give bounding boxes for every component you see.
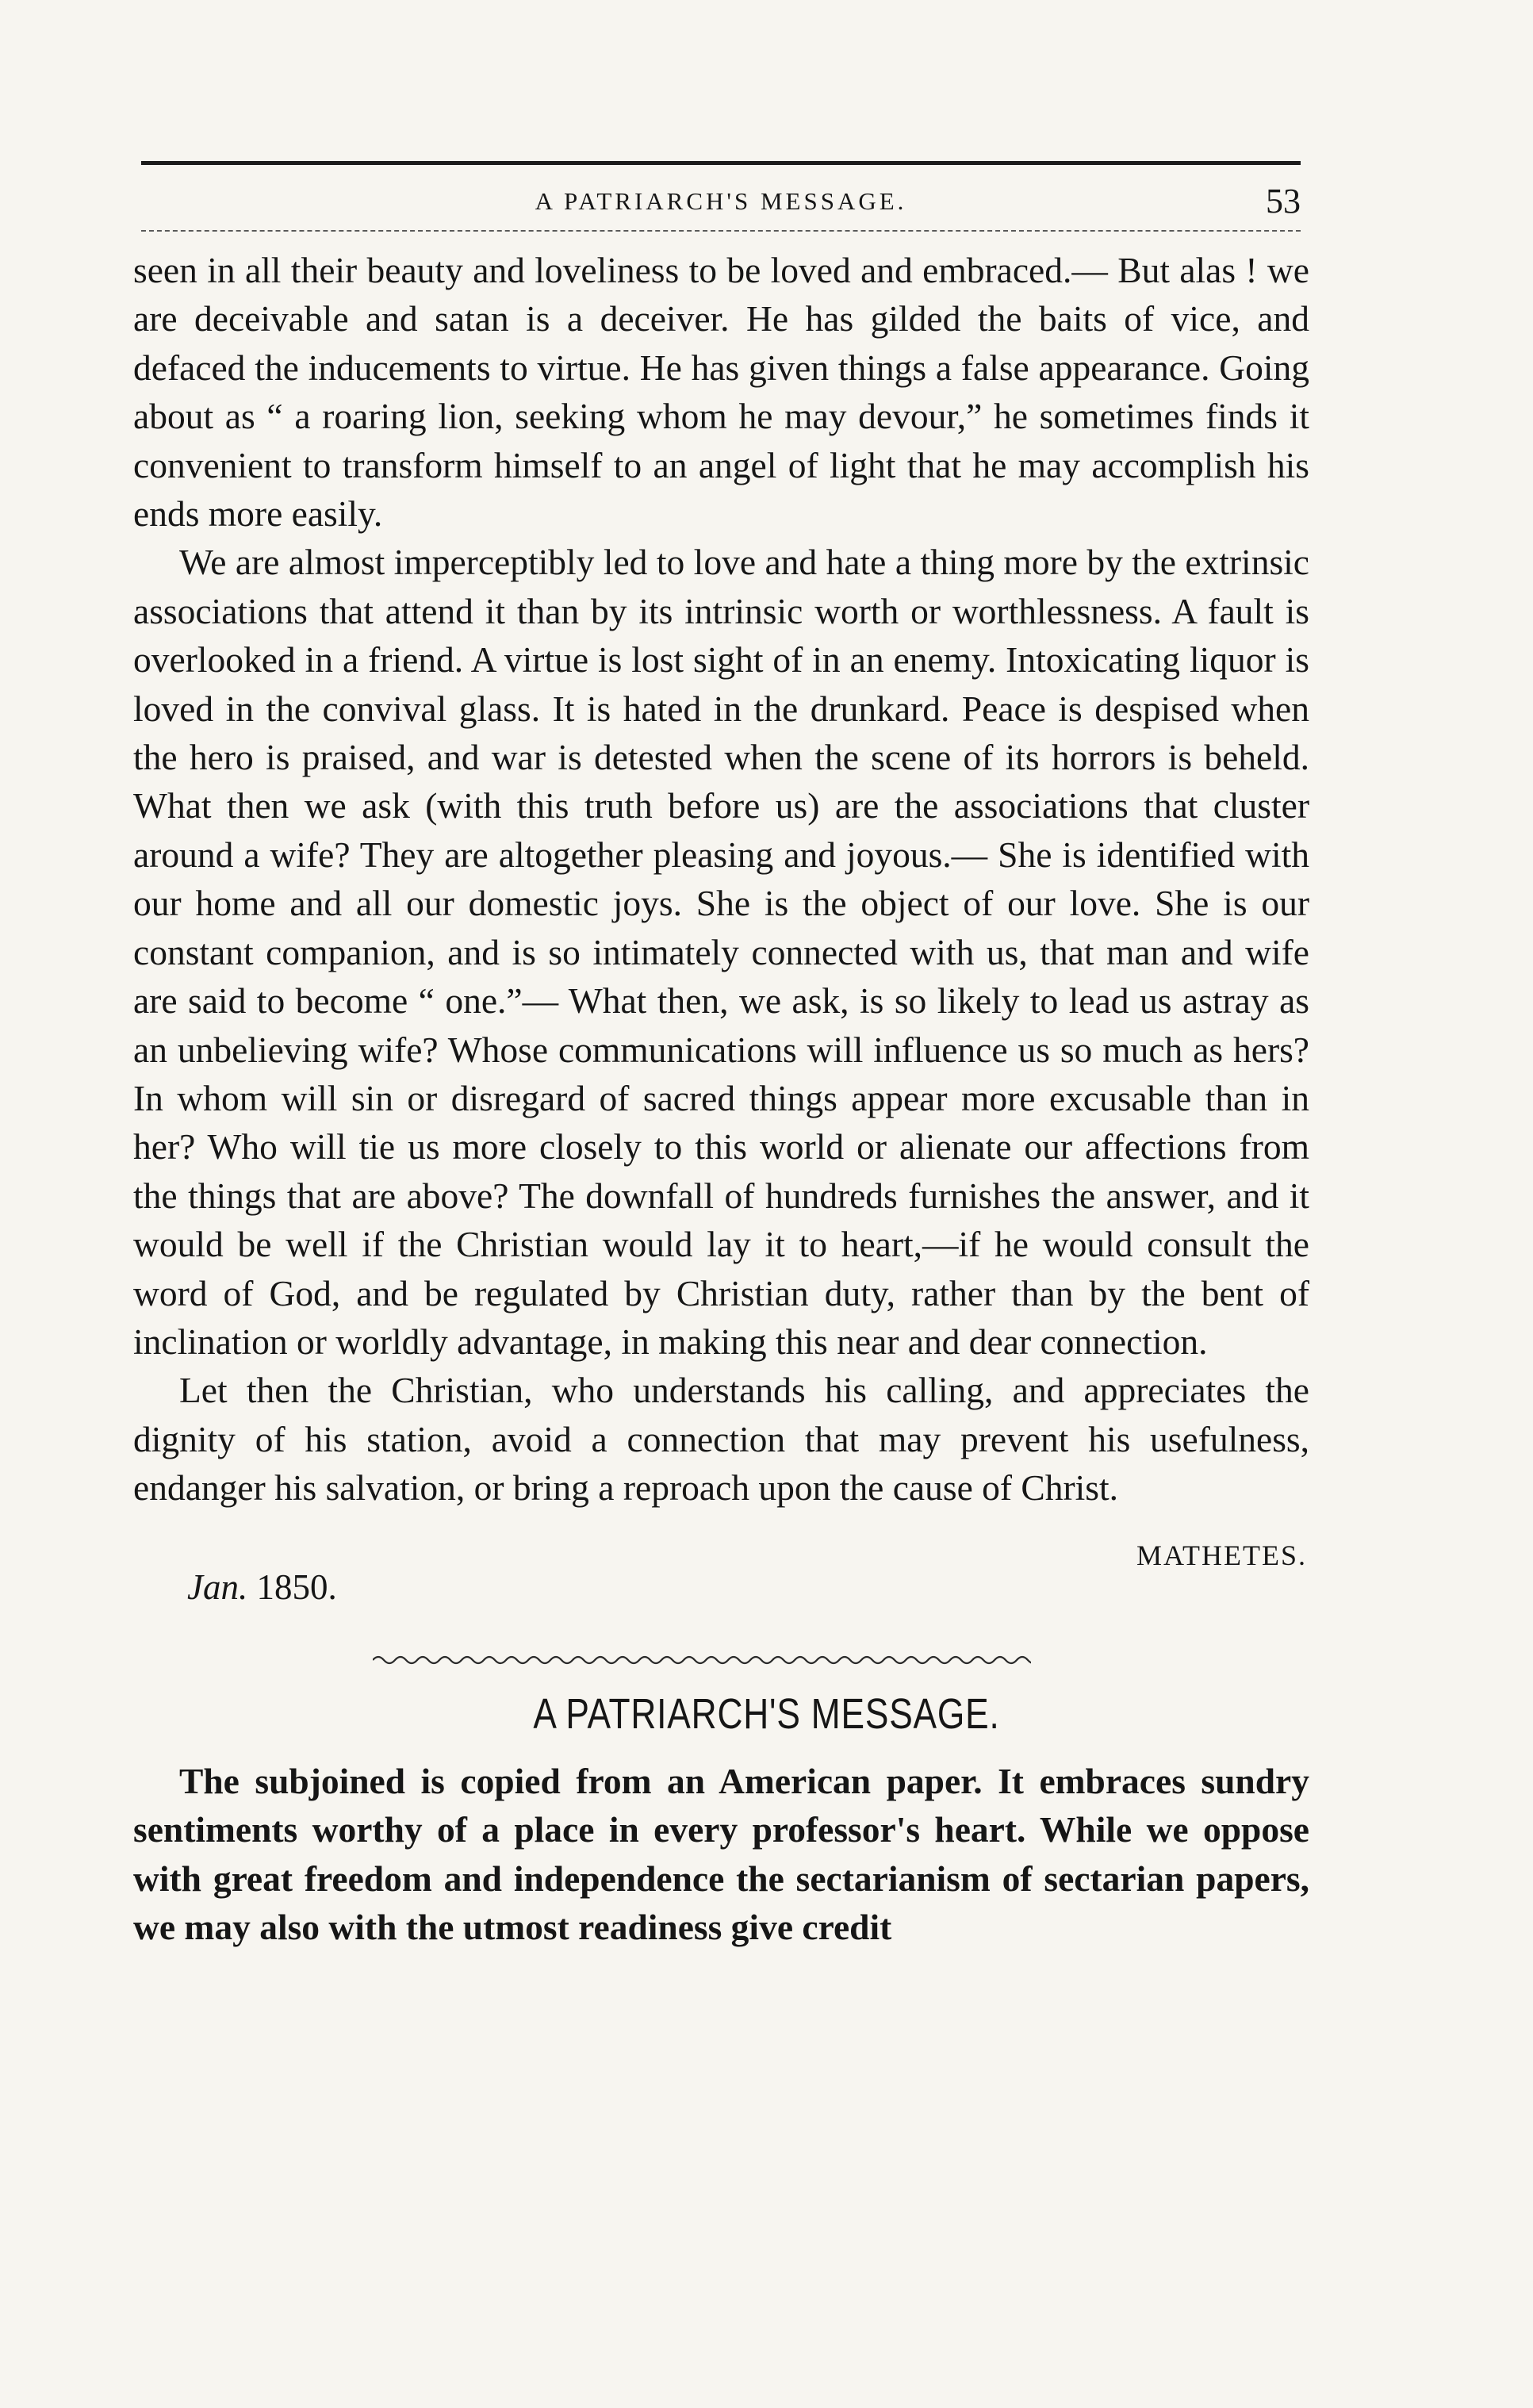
header-rule <box>141 161 1301 165</box>
article-body <box>133 246 1309 1513</box>
dateline <box>187 1566 337 1608</box>
running-title: A PATRIARCH'S MESSAGE. <box>535 187 907 215</box>
header-dashed-rule <box>141 230 1301 232</box>
section-divider <box>373 1651 1031 1669</box>
article-title: A PATRIARCH'S MESSAGE. <box>533 1690 1000 1738</box>
paragraph-continued: seen in all their beauty and loveliness to be loved and embraced.— But alas ! we are deceivable and satan is a deceiver. He has gilded the baits of vice, and defaced the inducements to virtue. He has given things a false appearance. Going about as “ a roaring lion, seeking whom he may devour,” he sometimes finds it convenient to transform himself to an angel of light that he may accomplish his ends more easily. <box>133 250 1309 535</box>
article-intro <box>133 1757 1309 1952</box>
page-number: 53 <box>1266 182 1301 220</box>
paragraph: The subjoined is copied from an American paper. It embraces sundry sentiments worthy of a place in every professor's heart. While we oppose with great freedom and independence the sectarianism of sectarian papers, we may also with the utmost readiness give credit <box>133 1761 1309 1948</box>
dateline-month: Jan. <box>187 1567 248 1607</box>
paragraph: Let then the Christian, who understands his calling, and appreciates the dignity of his station, avoid a connection that may prevent his usefulness, endanger his salvation, or bring a reproach upon the cause of Christ. <box>133 1370 1309 1509</box>
author-signature: MATHETES. <box>1136 1540 1307 1571</box>
running-head <box>141 181 1301 228</box>
paragraph: We are almost imperceptibly led to love and hate a thing more by the extrinsic associations that attend it than by its intrinsic worth or worthlessness. A fault is overlooked in a friend. A virtue is lost sight of in an enemy. Intoxicating liquor is loved in the convival glass. It is hated in the drunkard. Peace is despised when the hero is praised, and war is detested when the scene of its horrors is beheld. What then we ask (with this truth before us) are the associations that cluster around a wife? They are altogether pleasing and joyous.— She is identified with our home and all our domestic joys. She is the object of our love. She is our constant companion, and is so intimately connected with us, that man and wife are said to become “ one.”— What then, we ask, is so likely to lead us astray as an unbelieving wife? Whose communications will influence us so much as hers? In whom will sin or disregard of sacred things appear more excusable than in her? Who will tie us more closely to this world or alienate our affections from the things that are above? The downfall of hundreds furnishes the answer, and it would be well if the Christian would lay it to heart,—if he would consult the word of God, and be regulated by Christian duty, rather than by the bent of inclination or worldly advantage, in making this near and dear connection. <box>133 542 1309 1362</box>
dateline-year: 1850. <box>256 1567 337 1607</box>
